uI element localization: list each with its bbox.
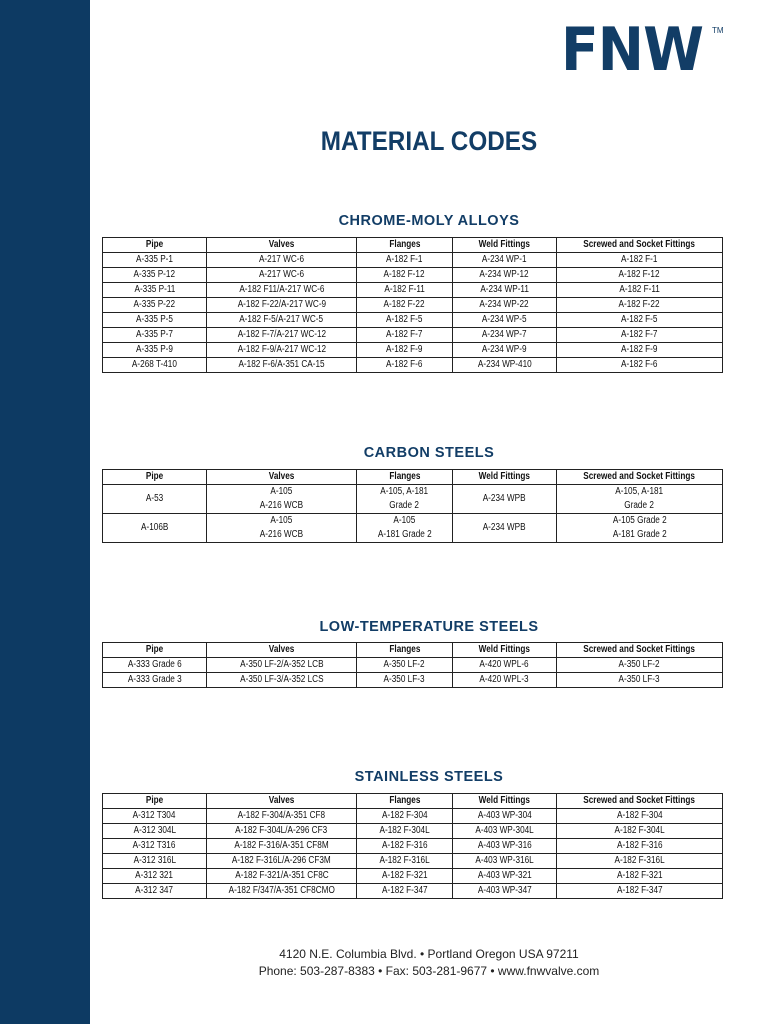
- cell-screwed-socket-fittings: A-182 F-347: [557, 884, 723, 899]
- cell-pipe: A-335 P-11: [103, 283, 207, 298]
- column-header-screwed-socket-fittings: Screwed and Socket Fittings: [557, 794, 723, 809]
- cell-valves: A-217 WC-6: [207, 253, 357, 268]
- table-row: [103, 673, 723, 688]
- cell-screwed-socket-fittings: A-350 LF-3: [557, 673, 723, 688]
- cell-flanges: A-182 F-22: [357, 298, 453, 313]
- table-row: [103, 854, 723, 869]
- cell-pipe: A-333 Grade 3: [103, 673, 207, 688]
- cell-valves: A-182 F-316L/A-296 CF3M: [207, 854, 357, 869]
- cell-flanges: A-182 F-316L: [357, 854, 453, 869]
- column-header-screwed-socket-fittings: Screwed and Socket Fittings: [557, 643, 723, 658]
- page-title: MATERIAL CODES: [320, 126, 538, 156]
- column-header-flanges: Flanges: [357, 643, 453, 658]
- cell-screwed-socket-fittings: A-350 LF-2: [557, 658, 723, 673]
- cell-weld-fittings: A-403 WP-316: [453, 839, 557, 854]
- column-header-screwed-socket-fittings: Screwed and Socket Fittings: [557, 470, 723, 485]
- fnw-logo: FNW: [561, 15, 704, 85]
- column-header-pipe: Pipe: [103, 470, 207, 485]
- cell-weld-fittings: A-234 WP-7: [453, 328, 557, 343]
- cell-weld-fittings: A-420 WPL-3: [453, 673, 557, 688]
- cell-weld-fittings: A-403 WP-316L: [453, 854, 557, 869]
- cell-flanges: A-105 A-181 Grade 2: [357, 514, 453, 543]
- cell-flanges: A-182 F-7: [357, 328, 453, 343]
- table-row: [103, 343, 723, 358]
- cell-pipe: A-335 P-7: [103, 328, 207, 343]
- cell-flanges: A-182 F-347: [357, 884, 453, 899]
- section-title-stainless-steels: STAINLESS STEELS: [354, 769, 504, 785]
- table-row: [103, 283, 723, 298]
- cell-valves: A-182 F-5/A-217 WC-5: [207, 313, 357, 328]
- cell-pipe: A-333 Grade 6: [103, 658, 207, 673]
- cell-valves: A-217 WC-6: [207, 268, 357, 283]
- stainless-steels-table: [102, 793, 723, 899]
- column-header-weld-fittings: Weld Fittings: [453, 643, 557, 658]
- cell-screwed-socket-fittings: A-182 F-6: [557, 358, 723, 373]
- low-temperature-steels-table: [102, 642, 723, 688]
- cell-valves: A-105 A-216 WCB: [207, 514, 357, 543]
- cell-weld-fittings: A-234 WP-5: [453, 313, 557, 328]
- footer-address: 4120 N.E. Columbia Blvd. • Portland Oregon USA 97211: [279, 947, 579, 961]
- column-header-flanges: Flanges: [357, 470, 453, 485]
- cell-pipe: A-53: [103, 485, 207, 514]
- cell-valves: A-182 F/347/A-351 CF8CMO: [207, 884, 357, 899]
- table-row: [103, 869, 723, 884]
- cell-pipe: A-335 P-5: [103, 313, 207, 328]
- table-row: [103, 298, 723, 313]
- cell-pipe: A-312 316L: [103, 854, 207, 869]
- cell-screwed-socket-fittings: A-182 F-7: [557, 328, 723, 343]
- cell-flanges: A-350 LF-3: [357, 673, 453, 688]
- column-header-weld-fittings: Weld Fittings: [453, 794, 557, 809]
- cell-weld-fittings: A-234 WP-9: [453, 343, 557, 358]
- cell-weld-fittings: A-234 WPB: [453, 485, 557, 514]
- cell-weld-fittings: A-234 WPB: [453, 514, 557, 543]
- table-row: [103, 268, 723, 283]
- table-header-row: [103, 794, 723, 809]
- column-header-valves: Valves: [207, 238, 357, 253]
- column-header-pipe: Pipe: [103, 643, 207, 658]
- column-header-flanges: Flanges: [357, 238, 453, 253]
- cell-screwed-socket-fittings: A-182 F-304: [557, 809, 723, 824]
- table-row: [103, 253, 723, 268]
- cell-pipe: A-312 347: [103, 884, 207, 899]
- cell-weld-fittings: A-403 WP-347: [453, 884, 557, 899]
- cell-screwed-socket-fittings: A-182 F-22: [557, 298, 723, 313]
- cell-pipe: A-312 T304: [103, 809, 207, 824]
- cell-weld-fittings: A-234 WP-1: [453, 253, 557, 268]
- cell-weld-fittings: A-234 WP-22: [453, 298, 557, 313]
- cell-valves: A-182 F-6/A-351 CA-15: [207, 358, 357, 373]
- table-row: [103, 328, 723, 343]
- cell-pipe: A-335 P-9: [103, 343, 207, 358]
- section-title-carbon-steels: CARBON STEELS: [363, 445, 495, 461]
- trademark-mark: TM: [712, 26, 724, 35]
- cell-pipe: A-335 P-1: [103, 253, 207, 268]
- cell-weld-fittings: A-234 WP-410: [453, 358, 557, 373]
- cell-flanges: A-182 F-316: [357, 839, 453, 854]
- table-row: [103, 358, 723, 373]
- cell-screwed-socket-fittings: A-182 F-316: [557, 839, 723, 854]
- cell-flanges: A-182 F-9: [357, 343, 453, 358]
- table-header-row: [103, 643, 723, 658]
- table-row: [103, 313, 723, 328]
- cell-valves: A-350 LF-2/A-352 LCB: [207, 658, 357, 673]
- cell-screwed-socket-fittings: A-182 F-321: [557, 869, 723, 884]
- cell-flanges: A-182 F-11: [357, 283, 453, 298]
- cell-valves: A-182 F-22/A-217 WC-9: [207, 298, 357, 313]
- cell-screwed-socket-fittings: A-105 Grade 2 A-181 Grade 2: [557, 514, 723, 543]
- table-row: [103, 824, 723, 839]
- cell-screwed-socket-fittings: A-182 F-11: [557, 283, 723, 298]
- cell-screwed-socket-fittings: A-182 F-316L: [557, 854, 723, 869]
- cell-flanges: A-182 F-304L: [357, 824, 453, 839]
- table-row: [103, 514, 723, 543]
- column-header-valves: Valves: [207, 643, 357, 658]
- cell-screwed-socket-fittings: A-105, A-181 Grade 2: [557, 485, 723, 514]
- column-header-weld-fittings: Weld Fittings: [453, 238, 557, 253]
- carbon-steels-table: [102, 469, 723, 543]
- cell-weld-fittings: A-420 WPL-6: [453, 658, 557, 673]
- cell-screwed-socket-fittings: A-182 F-9: [557, 343, 723, 358]
- table-row: [103, 884, 723, 899]
- cell-weld-fittings: A-234 WP-11: [453, 283, 557, 298]
- cell-valves: A-350 LF-3/A-352 LCS: [207, 673, 357, 688]
- cell-valves: A-105 A-216 WCB: [207, 485, 357, 514]
- cell-valves: A-182 F-321/A-351 CF8C: [207, 869, 357, 884]
- section-title-chrome-moly: CHROME-MOLY ALLOYS: [338, 213, 520, 229]
- table-row: [103, 485, 723, 514]
- cell-valves: A-182 F-9/A-217 WC-12: [207, 343, 357, 358]
- cell-valves: A-182 F-304L/A-296 CF3: [207, 824, 357, 839]
- table-header-row: [103, 238, 723, 253]
- cell-weld-fittings: A-403 WP-321: [453, 869, 557, 884]
- column-header-valves: Valves: [207, 470, 357, 485]
- footer-contact: Phone: 503-287-8383 • Fax: 503-281-9677 • www.fnwvalve.com: [258, 964, 600, 978]
- cell-pipe: A-312 321: [103, 869, 207, 884]
- cell-pipe: A-268 T-410: [103, 358, 207, 373]
- cell-weld-fittings: A-234 WP-12: [453, 268, 557, 283]
- table-header-row: [103, 470, 723, 485]
- cell-weld-fittings: A-403 WP-304: [453, 809, 557, 824]
- footer: [90, 946, 768, 980]
- column-header-pipe: Pipe: [103, 794, 207, 809]
- cell-valves: A-182 F-304/A-351 CF8: [207, 809, 357, 824]
- column-header-valves: Valves: [207, 794, 357, 809]
- section-title-low-temperature-steels: LOW-TEMPERATURE STEELS: [319, 619, 539, 635]
- cell-flanges: A-182 F-5: [357, 313, 453, 328]
- cell-flanges: A-350 LF-2: [357, 658, 453, 673]
- cell-flanges: A-182 F-1: [357, 253, 453, 268]
- cell-pipe: A-335 P-22: [103, 298, 207, 313]
- cell-pipe: A-106B: [103, 514, 207, 543]
- chrome-moly-table: [102, 237, 723, 373]
- cell-flanges: A-182 F-304: [357, 809, 453, 824]
- cell-pipe: A-335 P-12: [103, 268, 207, 283]
- table-row: [103, 658, 723, 673]
- cell-valves: A-182 F11/A-217 WC-6: [207, 283, 357, 298]
- table-row: [103, 839, 723, 854]
- column-header-flanges: Flanges: [357, 794, 453, 809]
- cell-flanges: A-105, A-181 Grade 2: [357, 485, 453, 514]
- cell-valves: A-182 F-316/A-351 CF8M: [207, 839, 357, 854]
- cell-pipe: A-312 304L: [103, 824, 207, 839]
- cell-screwed-socket-fittings: A-182 F-304L: [557, 824, 723, 839]
- cell-weld-fittings: A-403 WP-304L: [453, 824, 557, 839]
- cell-pipe: A-312 T316: [103, 839, 207, 854]
- cell-valves: A-182 F-7/A-217 WC-12: [207, 328, 357, 343]
- cell-flanges: A-182 F-321: [357, 869, 453, 884]
- table-row: [103, 809, 723, 824]
- cell-screwed-socket-fittings: A-182 F-5: [557, 313, 723, 328]
- column-header-pipe: Pipe: [103, 238, 207, 253]
- column-header-weld-fittings: Weld Fittings: [453, 470, 557, 485]
- cell-flanges: A-182 F-6: [357, 358, 453, 373]
- left-sidebar-band: [0, 0, 90, 1024]
- cell-flanges: A-182 F-12: [357, 268, 453, 283]
- column-header-screwed-socket-fittings: Screwed and Socket Fittings: [557, 238, 723, 253]
- cell-screwed-socket-fittings: A-182 F-1: [557, 253, 723, 268]
- cell-screwed-socket-fittings: A-182 F-12: [557, 268, 723, 283]
